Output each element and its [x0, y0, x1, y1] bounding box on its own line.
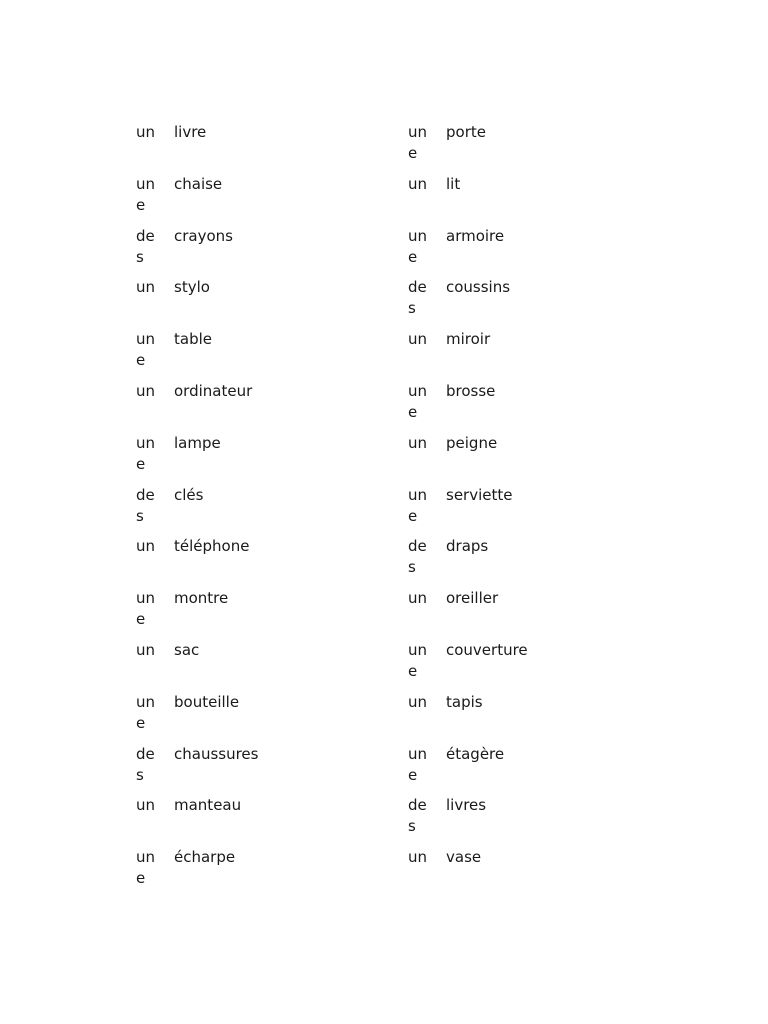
vocabulary-row [408, 433, 528, 485]
noun-word: serviette [446, 485, 513, 504]
vocabulary-row [136, 226, 258, 278]
noun-word: stylo [174, 278, 210, 297]
vocabulary-row [408, 277, 528, 329]
article-word: une [136, 692, 156, 732]
article-word: un [136, 796, 156, 815]
noun-word: peigne [446, 433, 498, 452]
noun-word: coussins [446, 278, 511, 297]
vocabulary-row [136, 381, 258, 433]
noun-word: porte [446, 123, 486, 141]
article-word: un [136, 123, 156, 141]
vocabulary-row [136, 640, 258, 692]
vocabulary-row [136, 174, 258, 226]
noun-word: sac [174, 640, 200, 659]
noun-word: montre [174, 589, 229, 608]
article-word: un [408, 330, 428, 349]
vocabulary-row [408, 744, 528, 796]
noun-word: manteau [174, 796, 242, 815]
article-word: des [136, 485, 155, 525]
vocabulary-row [136, 847, 258, 899]
noun-word: livre [174, 123, 207, 141]
noun-word: brosse [446, 381, 496, 400]
article-word: un [136, 537, 156, 556]
article-word: un [136, 278, 156, 297]
vocabulary-row [136, 795, 258, 847]
article-word: des [136, 226, 155, 266]
noun-word: lit [446, 174, 461, 193]
article-word: une [136, 330, 156, 370]
vocabulary-row [408, 226, 528, 278]
vocabulary-row [408, 536, 528, 588]
article-word: un [136, 640, 156, 659]
vocabulary-row [136, 329, 258, 381]
noun-word: clés [174, 485, 204, 504]
noun-word: lampe [174, 433, 221, 452]
noun-word: chaise [174, 174, 223, 193]
noun-word: oreiller [446, 589, 499, 608]
article-word: un [408, 692, 428, 711]
noun-word: téléphone [174, 537, 250, 556]
noun-word: draps [446, 537, 489, 556]
noun-word: ordinateur [174, 381, 253, 400]
article-word: une [136, 433, 156, 473]
noun-word: couverture [446, 640, 528, 659]
noun-word: livres [446, 796, 487, 815]
article-word: une [408, 640, 428, 680]
vocabulary-row [408, 329, 528, 381]
article-word: un [136, 381, 156, 400]
article-word: un [408, 433, 428, 452]
vocabulary-row [408, 174, 528, 226]
article-word: des [408, 278, 427, 318]
vocabulary-row [136, 536, 258, 588]
vocabulary-row [136, 588, 258, 640]
noun-word: bouteille [174, 692, 240, 711]
noun-word: étagère [446, 744, 505, 763]
noun-word: armoire [446, 226, 505, 245]
vocabulary-row [136, 277, 258, 329]
article-word: un [408, 848, 428, 867]
vocabulary-row [136, 485, 258, 537]
article-word: une [408, 226, 428, 266]
vocabulary-row [136, 744, 258, 796]
article-word: des [408, 537, 427, 577]
noun-word: vase [446, 848, 482, 867]
article-word: une [136, 589, 156, 629]
noun-word: miroir [446, 330, 491, 349]
article-word: un [408, 589, 428, 608]
article-word: une [136, 174, 156, 214]
vocabulary-row [408, 795, 528, 847]
vocabulary-row [408, 485, 528, 537]
vocabulary-row [136, 433, 258, 485]
vocabulary-row [408, 381, 528, 433]
noun-word: tapis [446, 692, 483, 711]
noun-word: chaussures [174, 744, 259, 763]
article-word: une [408, 381, 428, 421]
vocabulary-row [408, 847, 528, 899]
article-word: une [408, 744, 428, 784]
article-word: des [408, 796, 427, 836]
right-vocabulary-column [408, 122, 528, 899]
vocabulary-row [408, 588, 528, 640]
left-vocabulary-column [136, 122, 258, 899]
noun-word: table [174, 330, 212, 349]
article-word: des [136, 744, 155, 784]
article-word: un [408, 174, 428, 193]
vocabulary-row [136, 692, 258, 744]
noun-word: crayons [174, 226, 233, 245]
noun-word: écharpe [174, 848, 236, 867]
article-word: une [408, 485, 428, 525]
article-word: une [408, 123, 428, 162]
vocabulary-row [408, 692, 528, 744]
vocabulary-row [136, 122, 258, 174]
article-word: une [136, 848, 156, 888]
vocabulary-row [408, 122, 528, 174]
vocabulary-row [408, 640, 528, 692]
